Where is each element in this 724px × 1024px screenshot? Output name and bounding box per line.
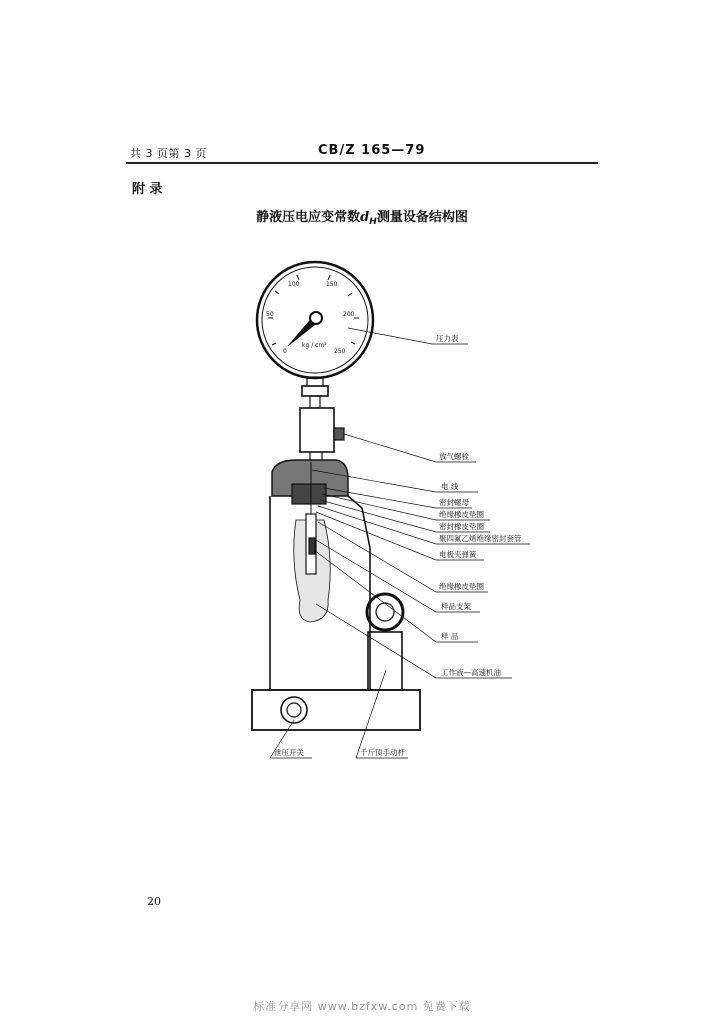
label-insulating-rubber-pad: 绝缘橡皮垫圈 — [439, 510, 484, 519]
label-seal-nut: 密封螺母 — [439, 498, 469, 507]
label-pressure-release-switch: 泄压开关 — [274, 748, 304, 757]
gauge-tick-150: 150 — [326, 281, 338, 288]
label-working-fluid: 工作液—高速机油 — [441, 668, 501, 677]
gauge-hub — [310, 312, 322, 324]
gauge-tick-0: 0 — [283, 348, 287, 355]
gauge-tick-50: 50 — [266, 311, 274, 318]
standard-code: CB/Z 165—79 — [318, 143, 426, 158]
label-air-bleed-screw: 放气螺栓 — [439, 452, 469, 461]
base-plate — [252, 690, 420, 730]
label-pressure-gauge: 压力表 — [436, 334, 459, 343]
label-electrode: 电 线 — [441, 482, 459, 491]
label-jack-handle: 千斤顶手动杆 — [360, 748, 405, 757]
title-subscript: H — [369, 217, 377, 227]
air-bleed-screw — [334, 428, 344, 440]
label-electrode-clip: 电极夹弹簧 — [439, 550, 477, 559]
jack-post — [368, 632, 402, 690]
gauge-tick-200: 200 — [343, 311, 355, 318]
label-sample: 样 品 — [441, 632, 459, 641]
leader-jack-handle — [356, 670, 408, 758]
release-switch-outer — [281, 697, 307, 723]
page-count: 共 3 页第 3 页 — [130, 147, 207, 160]
leader-working-fluid — [316, 604, 512, 678]
gauge-scale-ticks — [268, 275, 359, 345]
jack-ring-inner — [376, 603, 394, 621]
air-bleed-block — [300, 408, 334, 452]
gauge-nut — [302, 386, 328, 396]
sample — [309, 538, 315, 554]
page-number: 20 — [147, 895, 161, 908]
appendix-label: 附 录 — [132, 182, 163, 197]
title-suffix: 测量设备结构图 — [376, 210, 468, 225]
footer-watermark: 标准分享网 www.bzfxw.com 免费下载 — [253, 1000, 471, 1013]
title-prefix: 静液压电应变常数 — [256, 210, 361, 225]
gauge-stem — [310, 396, 320, 408]
label-insulating-rubber-pad-2: 绝缘橡皮垫圈 — [439, 582, 484, 591]
jack-ring-outer — [367, 594, 403, 630]
seal-nut-block — [292, 484, 326, 504]
gauge-unit: kg / cm² — [302, 342, 327, 349]
gauge-tick-250: 250 — [334, 348, 346, 355]
release-switch-inner — [287, 703, 301, 717]
label-seal-rubber-ring: 密封橡皮垫圈 — [439, 522, 484, 531]
title-symbol: d — [360, 210, 370, 225]
label-ptfe-sleeve: 聚四氟乙烯绝缘密封套管 — [439, 534, 522, 543]
gauge-tick-100: 100 — [288, 281, 300, 288]
label-sample-holder: 样品支架 — [441, 602, 471, 611]
